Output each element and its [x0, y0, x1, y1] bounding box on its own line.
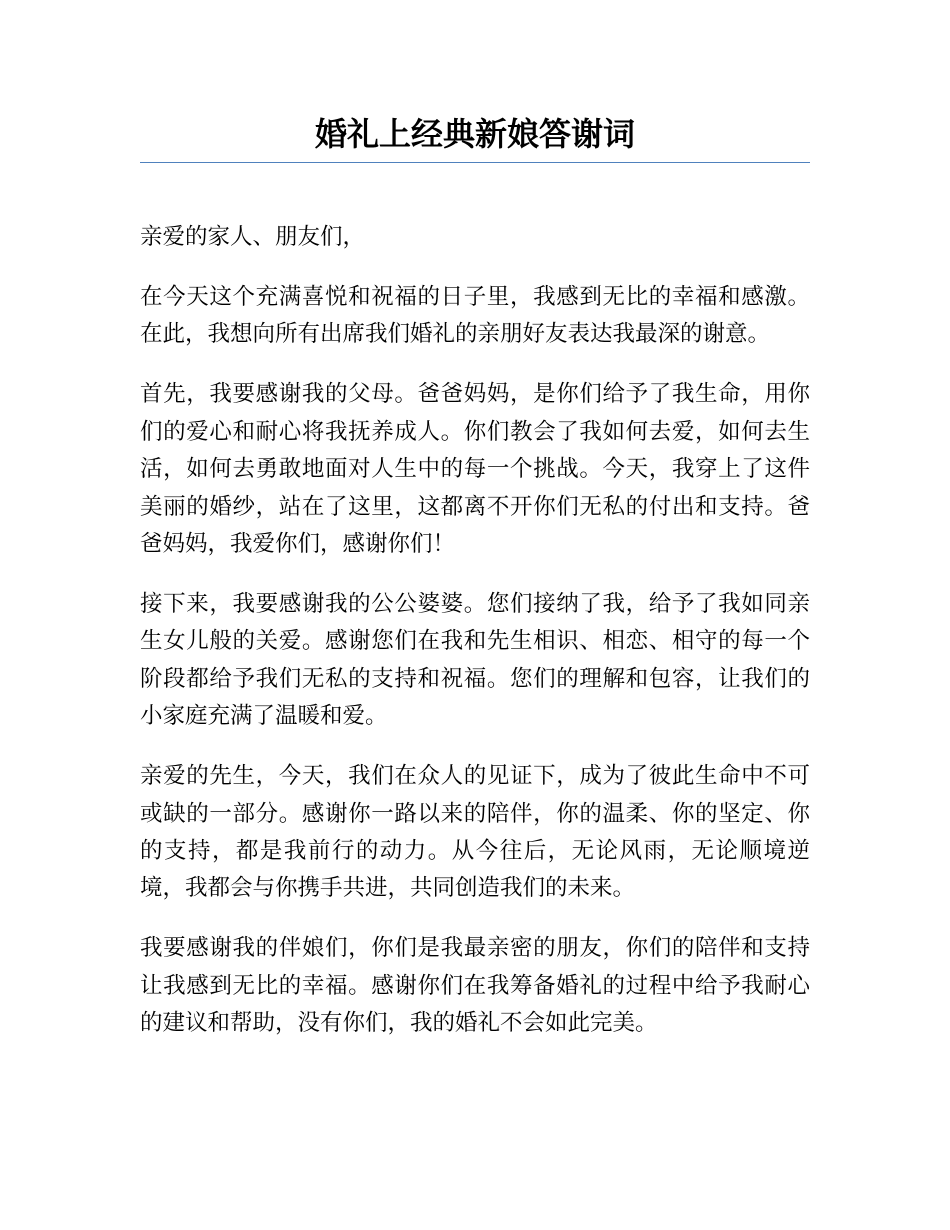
- document-title: 婚礼上经典新娘答谢词: [314, 115, 635, 153]
- body-paragraph: 接下来，我要感谢我的公公婆婆。您们接纳了我，给予了我如同亲生女儿般的关爱。感谢您们在我和先生相识、相恋、相守的每一个阶段都给予我们无私的支持和祝福。您们的理解和包容，让我们的小家庭充满了温暖和爱。: [140, 591, 810, 730]
- body-paragraph: 亲爱的先生，今天，我们在众人的见证下，成为了彼此生命中不可或缺的一部分。感谢你一路以来的陪伴，你的温柔、你的坚定、你的支持，都是我前行的动力。从今往后，无论风雨，无论顺境逆境，我都会与你携手共进，共同创造我们的未来。: [140, 763, 810, 902]
- document-body: [140, 219, 810, 1043]
- body-paragraph: 我要感谢我的伴娘们，你们是我最亲密的朋友，你们的陪伴和支持让我感到无比的幸福。感谢你们在我筹备婚礼的过程中给予我耐心的建议和帮助，没有你们，我的婚礼不会如此完美。: [140, 935, 810, 1037]
- body-paragraph: 首先，我要感谢我的父母。爸爸妈妈，是你们给予了我生命，用你们的爱心和耐心将我抚养成人。你们教会了我如何去爱，如何去生活，如何去勇敢地面对人生中的每一个挑战。今天，我穿上了这件美丽的婚纱，站在了这里，这都离不开你们无私的付出和支持。爸爸妈妈，我爱你们，感谢你们！: [140, 381, 810, 558]
- title-underline: [140, 162, 810, 163]
- body-paragraph: 在今天这个充满喜悦和祝福的日子里，我感到无比的幸福和感激。在此，我想向所有出席我们婚礼的亲朋好友表达我最深的谢意。: [140, 284, 810, 348]
- salutation-paragraph: 亲爱的家人、朋友们，: [140, 224, 366, 250]
- document-page: [140, 108, 810, 1065]
